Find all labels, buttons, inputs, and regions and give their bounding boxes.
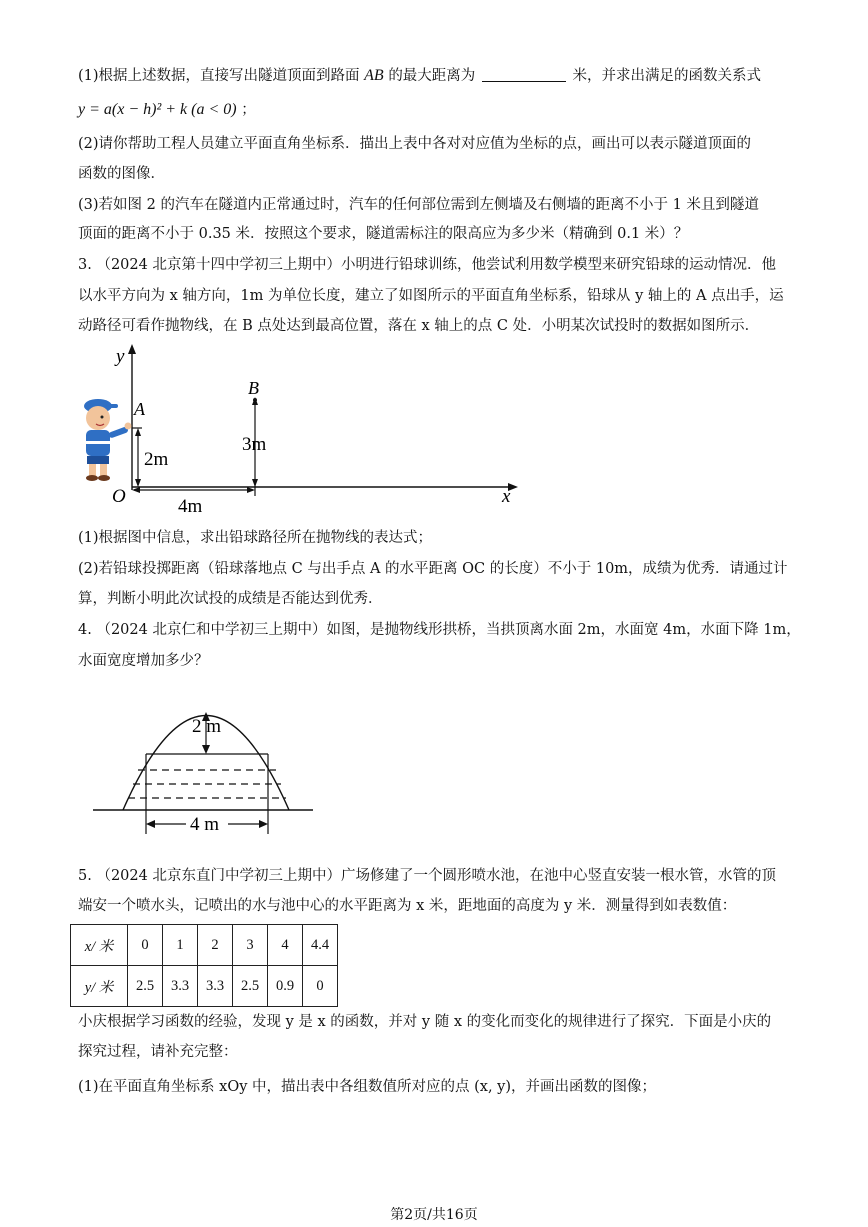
- answer-blank[interactable]: [482, 67, 566, 82]
- text-seg: 的最大距离为: [388, 68, 476, 84]
- q3-sub2-line-b: 算，判断小明此次试投的成绩是否能达到优秀．: [78, 591, 383, 607]
- q1-part1-line: [78, 66, 761, 86]
- text-seg: 米，并求出满足的函数关系式: [572, 68, 762, 84]
- y-axis-arrow: [128, 344, 136, 354]
- label-x: x: [502, 486, 511, 507]
- label-4m: 4 m: [190, 814, 220, 835]
- boy-illustration: [84, 399, 132, 481]
- table-cell: 1: [163, 925, 198, 966]
- label-b: B: [248, 378, 259, 398]
- q4-line-a: 4. （2024 北京仁和中学初三上期中）如图，是抛物线形拱桥，当拱顶离水面 2m，水面宽 4m，水面下降 1m，: [78, 622, 801, 638]
- table-cell: 0: [128, 925, 163, 966]
- page-footer: 第2页/共16页: [390, 1207, 478, 1223]
- shotput-figure: [70, 340, 530, 520]
- q5-line-a: 5. （2024 北京东直门中学初三上期中）广场修建了一个圆形喷水池，在池中心竖直安装一根水管，水管的顶: [78, 868, 776, 884]
- q5-line-b: 端安一个喷水头，记喷出的水与池中心的水平距离为 x 米，距地面的高度为 y 米．测量得到如表数值：: [78, 898, 737, 914]
- label-3m: 3m: [242, 434, 267, 455]
- table-cell: 3.3: [198, 966, 233, 1007]
- q5-line-d: 探究过程，请补充完整：: [78, 1044, 238, 1060]
- table-cell: 0: [303, 966, 338, 1007]
- point-b: [253, 398, 257, 402]
- table-cell: 2.5: [128, 966, 163, 1007]
- q3-sub1: (1)根据图中信息，求出铅球路径所在抛物线的表达式；: [78, 530, 433, 546]
- label-a: A: [134, 399, 145, 419]
- table-cell: 4.4: [303, 925, 338, 966]
- label-y: y: [116, 346, 125, 367]
- label-o: O: [112, 486, 126, 507]
- table-cell: 2.5: [233, 966, 268, 1007]
- q5-sub1: (1)在平面直角坐标系 xOy 中，描出表中各组数值所对应的点 (x, y)，并画出函数的图像；: [78, 1079, 657, 1095]
- text-seg: ；: [241, 102, 256, 118]
- q1-formula-line: [78, 100, 256, 120]
- table-row-y: [71, 966, 338, 1007]
- data-table: [70, 924, 338, 1007]
- q1-part3-line-a: (3)若如图 2 的汽车在隧道内正常通过时，汽车的任何部位需到左侧墙及右侧墙的距离不小于 1 米且到隧道: [78, 197, 759, 213]
- text-seg: AB: [364, 67, 384, 84]
- row-x-header: x/ 米: [71, 925, 128, 966]
- table-cell: 2: [198, 925, 233, 966]
- q1-part2-line-b: 函数的图像．: [78, 166, 165, 182]
- q5-line-c: 小庆根据学习函数的经验，发现 y 是 x 的函数，并对 y 随 x 的变化而变化的规律进行了探究．下面是小庆的: [78, 1014, 772, 1030]
- label-4m: 4m: [178, 496, 203, 517]
- q4-line-b: 水面宽度增加多少？: [78, 653, 209, 669]
- q1-part2-line-a: (2)请你帮助工程人员建立平面直角坐标系．描出上表中各对对应值为坐标的点，画出可以表示隧道顶面的: [78, 136, 752, 152]
- q3-line-b: 以水平方向为 x 轴方向，1m 为单位长度，建立了如图所示的平面直角坐标系，铅球从 y 轴上的 A 点出手，运: [78, 288, 784, 304]
- row-y-header: y/ 米: [71, 966, 128, 1007]
- label-2m: 2m: [144, 449, 169, 470]
- table-cell: 3.3: [163, 966, 198, 1007]
- table-cell: 0.9: [268, 966, 303, 1007]
- q3-line-c: 动路径可看作抛物线，在 B 点处达到最高位置，落在 x 轴上的点 C 处．小明某次试投时的数据如图所示．: [78, 318, 760, 334]
- table-cell: 4: [268, 925, 303, 966]
- table-cell: 3: [233, 925, 268, 966]
- label-2m: 2 m: [192, 716, 222, 737]
- table-row-x: [71, 925, 338, 966]
- text-seg: (1)根据上述数据，直接写出隧道顶面到路面: [78, 68, 360, 84]
- q1-part3-line-b: 顶面的距离不小于 0.35 米．按照这个要求，隧道需标注的限高应为多少米（精确到 0.1 米）？: [78, 226, 689, 242]
- bridge-figure: [88, 676, 318, 846]
- formula: y = a(x − h)² + k (a < 0): [78, 101, 237, 118]
- q3-sub2-line-a: (2)若铅球投掷距离（铅球落地点 C 与出手点 A 的水平距离 OC 的长度）不小于 10m，成绩为优秀．请通过计: [78, 561, 788, 577]
- q3-line-a: 3. （2024 北京第十四中学初三上期中）小明进行铅球训练，他尝试利用数学模型来研究铅球的运动情况．他: [78, 257, 776, 273]
